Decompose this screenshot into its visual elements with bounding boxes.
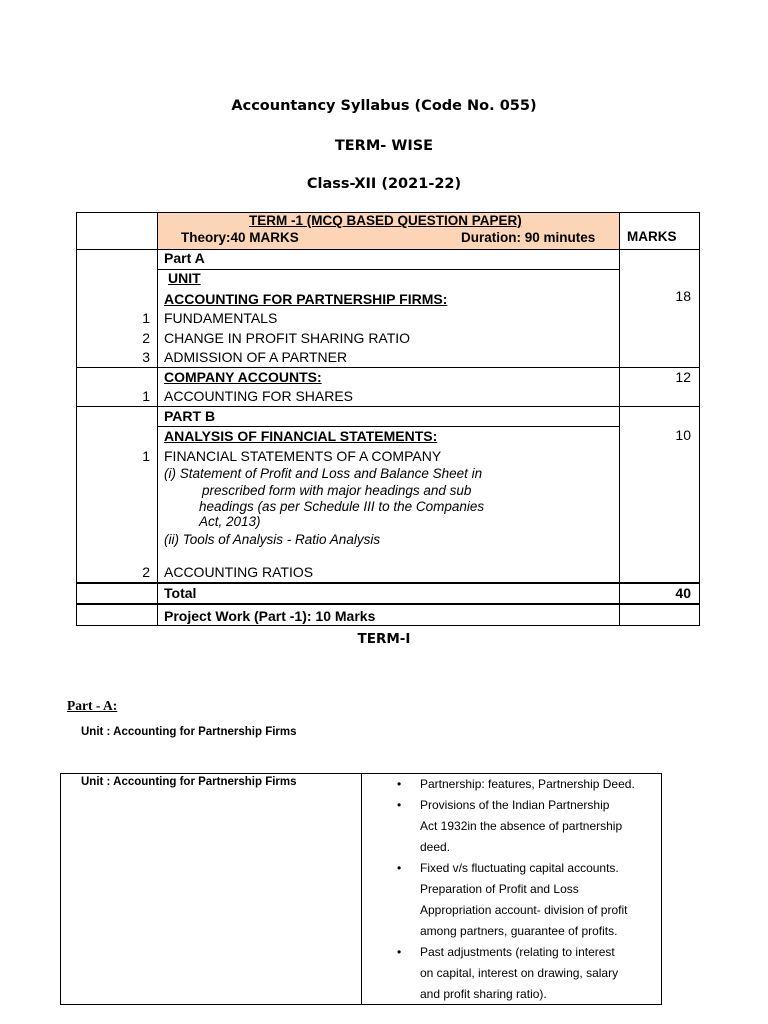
marks-label: MARKS <box>627 229 677 244</box>
section2-marks: 12 <box>675 369 691 385</box>
bullet-line: Partnership: features, Partnership Deed. <box>420 777 635 791</box>
detail-left-heading: Unit : Accounting for Partnership Firms <box>81 776 297 788</box>
subitem-text: (ii) Tools of Analysis - Ratio Analysis <box>164 532 381 547</box>
bullet-line: Appropriation account- division of profit <box>420 903 628 917</box>
item-number: 1 <box>142 448 150 464</box>
project-work: Project Work (Part -1): 10 Marks <box>164 608 376 624</box>
bullet-line: among partners, guarantee of profits. <box>420 924 618 938</box>
bullet-line: Act 1932in the absence of partnership <box>420 819 623 833</box>
document-title: Accountancy Syllabus (Code No. 055) <box>231 98 537 114</box>
list-item <box>391 795 661 858</box>
unit-heading: Unit : Accounting for Partnership Firms <box>81 726 297 738</box>
header-title: TERM -1 (MCQ BASED QUESTION PAPER) <box>249 213 522 228</box>
bullet-icon: • <box>397 777 402 791</box>
term-label: TERM-I <box>357 631 411 647</box>
item-number: 3 <box>142 349 150 365</box>
section3-marks: 10 <box>675 427 691 443</box>
bullet-line: Provisions of the Indian Partnership <box>420 798 610 812</box>
class-line: Class-XII (2021-22) <box>306 176 462 192</box>
bullet-icon: • <box>397 945 402 959</box>
item-text: FINANCIAL STATEMENTS OF A COMPANY <box>164 448 442 464</box>
item-text: FUNDAMENTALS <box>164 310 278 326</box>
bullet-line: Past adjustments (relating to interest <box>420 945 615 959</box>
header-theory: Theory:40 MARKS <box>181 230 299 245</box>
subitem-text: (i) Statement of Profit and Loss and Balance Sheet in <box>164 466 483 481</box>
item-text: CHANGE IN PROFIT SHARING RATIO <box>164 330 411 346</box>
unit-label: UNIT <box>168 270 201 286</box>
total-marks: 40 <box>675 585 691 601</box>
item-number: 2 <box>142 564 150 580</box>
section1-heading: ACCOUNTING FOR PARTNERSHIP FIRMS: <box>164 291 448 307</box>
bullet-line: deed. <box>420 840 451 854</box>
document-subtitle: TERM- WISE <box>334 138 434 154</box>
section3-heading: ANALYSIS OF FINANCIAL STATEMENTS: <box>164 428 438 444</box>
part-a-heading: Part - A: <box>67 698 118 713</box>
header-duration: Duration: 90 minutes <box>461 230 596 245</box>
list-item <box>391 858 661 942</box>
section1-marks: 18 <box>675 288 691 304</box>
list-item <box>391 942 661 1005</box>
bullet-icon: • <box>397 861 402 875</box>
detail-bullet-list <box>391 774 661 1005</box>
bullet-line: Preparation of Profit and Loss <box>420 882 579 896</box>
bullet-icon: • <box>397 798 402 812</box>
total-label: Total <box>164 585 197 601</box>
subitem-text: headings (as per Schedule III to the Companies <box>199 499 485 514</box>
list-item <box>391 774 661 795</box>
bullet-line: and profit sharing ratio). <box>420 987 547 1001</box>
item-text: ACCOUNTING RATIOS <box>164 564 314 580</box>
section2-heading: COMPANY ACCOUNTS: <box>164 369 322 385</box>
subitem-text: Act, 2013) <box>199 514 261 529</box>
item-number: 1 <box>142 388 150 404</box>
part-b-label: PART B <box>164 408 216 424</box>
part-a-label: Part A <box>164 250 205 266</box>
syllabus-table <box>76 212 700 626</box>
detail-table <box>60 773 662 1005</box>
item-number: 2 <box>142 330 150 346</box>
bullet-line: on capital, interest on drawing, salary <box>420 966 619 980</box>
subitem-text: prescribed form with major headings and sub <box>202 483 472 498</box>
bullet-line: Fixed v/s fluctuating capital accounts. <box>420 861 619 875</box>
item-number: 1 <box>142 310 150 326</box>
item-text: ACCOUNTING FOR SHARES <box>164 388 354 404</box>
item-text: ADMISSION OF A PARTNER <box>164 349 348 365</box>
